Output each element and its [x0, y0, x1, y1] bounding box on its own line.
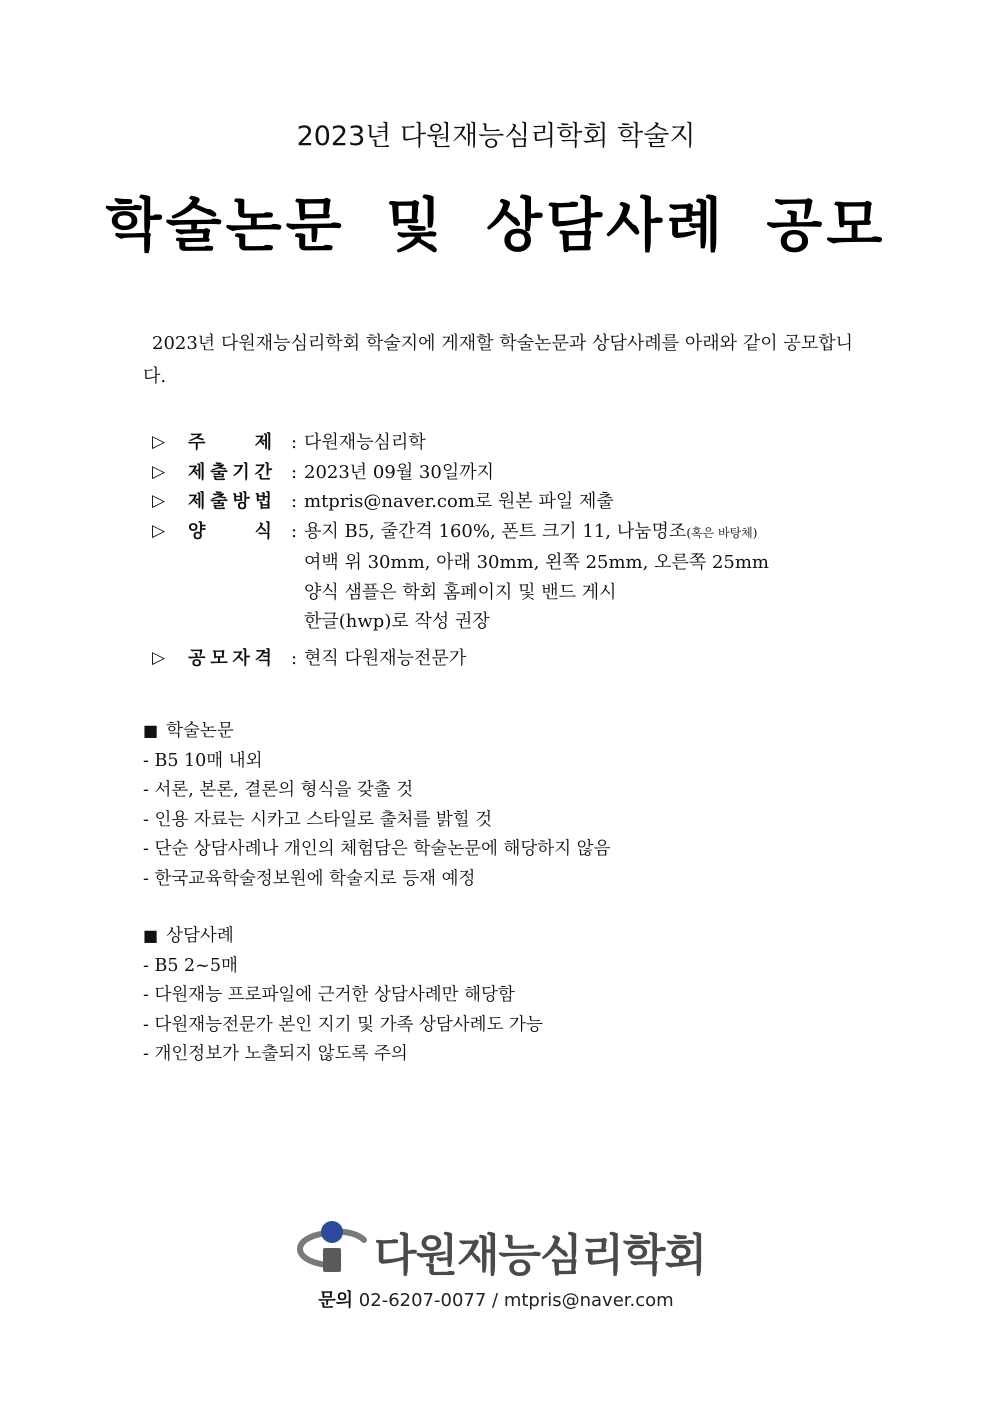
detail-period: ▷ 제 출 기 간 : 2023년 09월 30일까지 [152, 458, 872, 488]
method-label: 제 출 방 법 [188, 491, 272, 512]
period-value: 2023년 09월 30일까지 [304, 461, 495, 483]
list-item: - B5 2~5매 [143, 955, 238, 976]
detail-qualification: ▷ 공 모 자 격 : 현직 다원재능전문가 [152, 644, 872, 674]
square-bullet-icon: ■ [143, 926, 159, 945]
theme-value: 다원재능심리학 [304, 432, 426, 453]
detail-theme: ▷ 주 제 : 다원재능심리학 [152, 428, 872, 458]
method-value: mtpris@naver.com로 원본 파일 제출 [304, 491, 614, 512]
format-value: 용지 B5, 줄간격 160%, 폰트 크기 11, 나눔명조(혹은 바탕체) 여백 위 30mm, 아래 30mm, 왼쪽 25mm, 오른쪽 25mm 양식 샘플은 학회 홈페이지 및 밴드 게시 한글(hwp)로 작성 권장 [304, 520, 769, 632]
theme-label: 주 제 [188, 432, 272, 453]
list-item: - 다원재능 프로파일에 근거한 상담사례만 해당함 [143, 985, 515, 1005]
details-list [152, 428, 872, 673]
contact-info [0, 1286, 992, 1312]
document-title: 학술논문 및 상담사례 공모 [105, 191, 887, 259]
society-logo-text: 다원재능심리학회 [374, 1230, 707, 1281]
qualification-value: 현직 다원재능전문가 [304, 647, 467, 669]
triangle-bullet-icon: ▷ [152, 432, 166, 452]
papers-heading: ■ 학술논문 [143, 721, 234, 741]
list-item: - 인용 자료는 시카고 스타일로 출처를 밝힐 것 [143, 809, 493, 830]
triangle-bullet-icon: ▷ [152, 520, 166, 541]
cases-heading: ■ 상담사례 [143, 926, 234, 946]
papers-section [143, 716, 863, 894]
detail-method: ▷ 제 출 방 법 : mtpris@naver.com로 원본 파일 제출 [152, 487, 872, 517]
list-item: - B5 10매 내외 [143, 750, 263, 771]
list-item: - 한국교육학술정보원에 학술지로 등재 예정 [143, 868, 476, 889]
list-item: - 단순 상담사례나 개인의 체험담은 학술논문에 해당하지 않음 [143, 839, 611, 859]
format-label: 양 식 [188, 520, 272, 542]
triangle-bullet-icon: ▷ [152, 647, 166, 668]
document-subtitle: 2023년 다원재능심리학회 학술지 [296, 121, 696, 152]
detail-format: ▷ 양 식 : 용지 B5, 줄간격 160%, 폰트 크기 11, 나눔명조(혹은 바탕체) 여백 위 30mm, 아래 30mm, 왼쪽 25mm, 오른쪽 25mm 양식 샘플은 학회 홈페이지 및 밴드 게시 한글(hwp)로 작성 권장 [152, 517, 872, 637]
contact-text: 02-6207-0077 / mtpris@naver.com [358, 1290, 674, 1311]
format-note: (혹은 바탕체) [686, 525, 758, 540]
triangle-bullet-icon: ▷ [152, 491, 166, 511]
square-bullet-icon: ■ [143, 721, 159, 740]
contact-label: 문의 [318, 1290, 354, 1311]
period-label: 제 출 기 간 [188, 461, 272, 483]
intro-paragraph: 2023년 다원재능심리학회 학술지에 게재할 학술논문과 상담사례를 아래와 같이 공모합니다. [143, 333, 853, 387]
list-item: - 서론, 본론, 결론의 형식을 갖출 것 [143, 780, 414, 800]
list-item: - 개인정보가 노출되지 않도록 주의 [143, 1044, 408, 1064]
triangle-bullet-icon: ▷ [152, 461, 166, 482]
qualification-label: 공 모 자 격 [188, 647, 272, 669]
list-item: - 다원재능전문가 본인 지기 및 가족 상담사례도 가능 [143, 1014, 543, 1035]
cases-section [143, 921, 863, 1070]
